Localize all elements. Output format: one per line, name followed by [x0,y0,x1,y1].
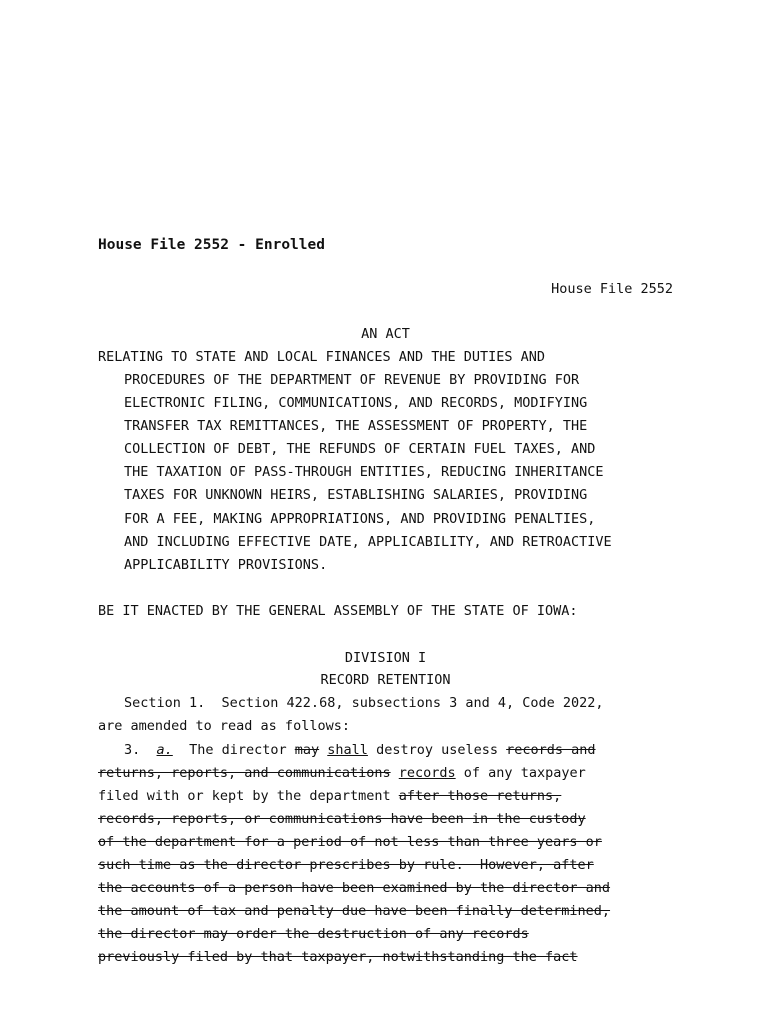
section-intro-cont: are amended to read as follows: [98,718,350,734]
subsection-3-line [98,787,561,805]
document-title: House File 2552 - Enrolled [98,237,325,253]
act-title-line: APPLICABILITY PROVISIONS. [124,557,328,573]
subsection-number: 3. [124,742,141,758]
body-text: filed with or kept by the department [98,788,391,804]
subsection-3-line [98,764,586,782]
act-title-line: RELATING TO STATE AND LOCAL FINANCES AND THE DUTIES AND [98,349,546,365]
struck-line: of the department for a period of not less than three years or [98,834,602,850]
struck-text: records and [506,742,596,758]
act-title-line: THE TAXATION OF PASS-THROUGH ENTITIES, REDUCING INHERITANCE [124,464,604,480]
act-title-line: COLLECTION OF DEBT, THE REFUNDS OF CERTAIN FUEL TAXES, AND [124,441,596,457]
struck-line: the amount of tax and penalty due have been finally determined, [98,903,611,919]
body-text: destroy useless [376,742,498,758]
inserted-text: shall [327,742,368,758]
act-title-line: FOR A FEE, MAKING APPROPRIATIONS, AND PROVIDING PENALTIES, [124,511,596,527]
inserted-text: records [398,765,456,781]
struck-text: returns, reports, and communications [98,765,391,781]
paragraph-letter: a. [156,742,173,758]
struck-line: such time as the director prescribes by rule. However, after [98,857,594,873]
body-text: The director [189,742,287,758]
struck-line: the accounts of a person have been examined by the director and [98,880,611,896]
act-title-line: TAXES FOR UNKNOWN HEIRS, ESTABLISHING SALARIES, PROVIDING [124,487,588,503]
division-title: RECORD RETENTION [320,672,451,688]
act-title-line: PROCEDURES OF THE DEPARTMENT OF REVENUE BY PROVIDING FOR [124,372,580,388]
section-intro: Section 1. Section 422.68, subsections 3 and 4, Code 2022, [124,695,604,711]
struck-line: previously filed by that taxpayer, notwithstanding the fact [98,949,578,965]
enacting-clause: BE IT ENACTED BY THE GENERAL ASSEMBLY OF THE STATE OF IOWA: [98,603,578,619]
struck-text: after those returns, [398,788,562,804]
division-heading: DIVISION I [344,650,427,666]
act-title-line: TRANSFER TAX REMITTANCES, THE ASSESSMENT OF PROPERTY, THE [124,418,588,434]
act-title-line: AND INCLUDING EFFECTIVE DATE, APPLICABILITY, AND RETROACTIVE [124,534,612,550]
body-text: of any taxpayer [463,765,586,781]
act-title-line: ELECTRONIC FILING, COMMUNICATIONS, AND RECORDS, MODIFYING [124,395,588,411]
struck-line: the director may order the destruction of any records [98,926,529,942]
struck-line: records, reports, or communications have been in the custody [98,811,586,827]
struck-text: may [294,742,320,758]
bill-number: House File 2552 [551,281,673,297]
subsection-3-line [124,741,596,759]
act-heading: AN ACT [361,326,410,342]
